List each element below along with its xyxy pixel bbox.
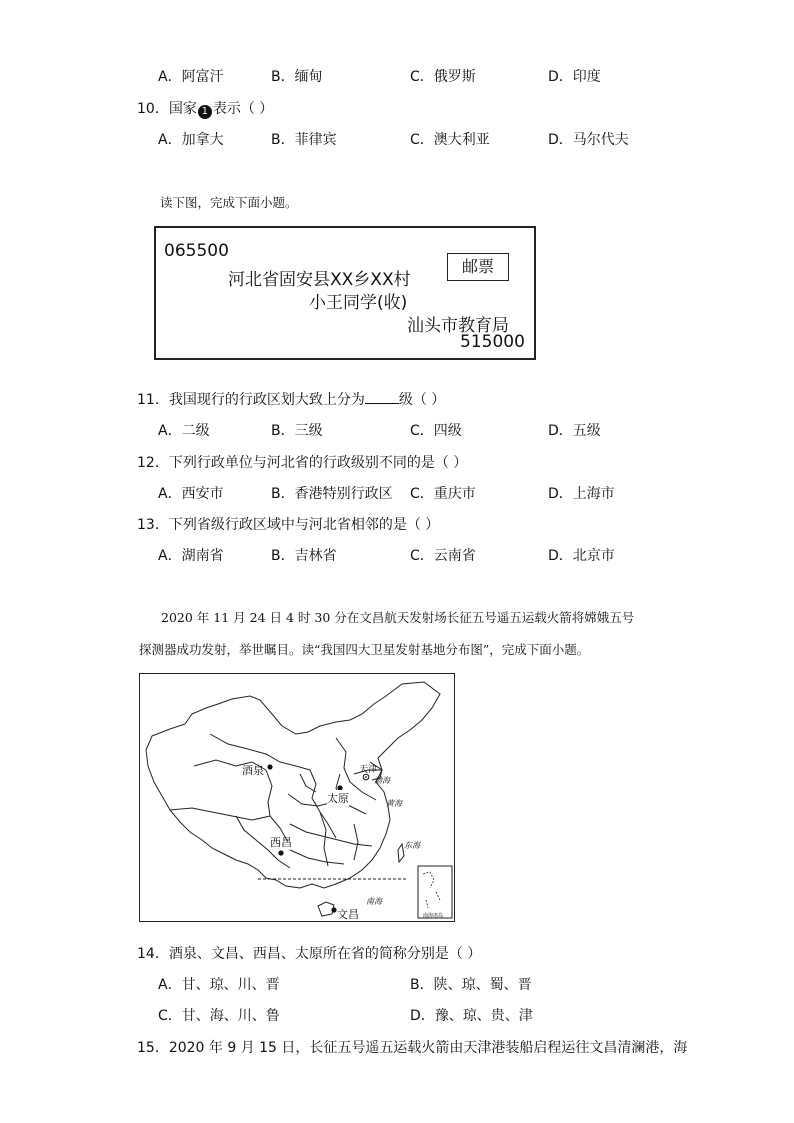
q13-option-d[interactable]: D．北京市 — [548, 548, 615, 564]
map-label-taiyuan: 太原 — [327, 792, 349, 805]
envelope-sender: 汕头市教育局 — [407, 316, 509, 336]
question-10-stem-post: 表示（ ） — [212, 101, 274, 117]
q11-option-c[interactable]: C．四级 — [410, 423, 462, 439]
circled-number-1: 1 — [198, 105, 212, 119]
question-10-stem — [137, 98, 273, 119]
province-boundary — [170, 808, 270, 820]
q9-option-c[interactable]: C．俄罗斯 — [410, 69, 476, 85]
q11-option-b[interactable]: B．三级 — [271, 423, 323, 439]
province-boundary — [320, 812, 328, 866]
map-label-jiuquan: 酒泉 — [242, 764, 264, 777]
jiuquan-marker — [267, 764, 272, 769]
envelope-address: 河北省固安县XX乡XX村 — [228, 270, 411, 290]
envelope-stamp-box: 邮票 — [447, 253, 509, 281]
china-outline-map — [140, 674, 453, 920]
china-launch-sites-map — [139, 673, 455, 922]
province-boundary — [266, 770, 288, 842]
reading-instruction-2-line2: 探测器成功发射，举世瞩目。读“我国四大卫星发射基地分布图”，完成下面小题。 — [139, 642, 590, 657]
q13-option-b[interactable]: B．吉林省 — [271, 548, 337, 564]
province-boundary — [290, 850, 344, 864]
map-label-tianjin: 天津 — [359, 765, 378, 775]
q9-option-b[interactable]: B．缅甸 — [271, 69, 323, 85]
q10-option-c[interactable]: C．澳大利亚 — [410, 132, 490, 148]
q12-option-c[interactable]: C．重庆市 — [410, 486, 476, 502]
question-13-stem: 13．下列省级行政区域中与河北省相邻的是（ ） — [137, 517, 440, 533]
q14-option-a[interactable]: A．甘、琼、川、晋 — [158, 977, 280, 993]
q9-option-a[interactable]: A．阿富汗 — [158, 69, 224, 85]
envelope-zip-to: 065500 — [164, 241, 229, 261]
q14-option-d[interactable]: D．豫、琼、贵、津 — [410, 1008, 533, 1024]
map-label-xichang: 西昌 — [270, 836, 292, 849]
question-15-stem: 15．2020 年 9 月 15 日，长征五号遥五运载火箭由天津港装船启程运往文昌清澜港，海 — [137, 1040, 688, 1056]
china-border — [146, 682, 440, 888]
q10-option-d[interactable]: D．马尔代夫 — [548, 132, 629, 148]
q10-option-a[interactable]: A．加拿大 — [158, 132, 224, 148]
question-11-stem-post: 级（ ） — [398, 392, 446, 408]
envelope-figure — [154, 226, 536, 360]
q12-option-b[interactable]: B．香港特别行政区 — [271, 486, 393, 502]
map-label-donghai: 东海 — [404, 841, 420, 850]
reading-instruction-2-line1: 2020 年 11 月 24 日 4 时 30 分在文昌航天发射场长征五号遥五运载火箭将嫦娥五号 — [161, 610, 635, 625]
question-14-stem: 14．酒泉、文昌、西昌、太原所在省的简称分别是（ ） — [137, 946, 482, 962]
q14-option-b[interactable]: B．陕、琼、蜀、晋 — [410, 977, 532, 993]
q14-option-c[interactable]: C．甘、海、川、鲁 — [158, 1008, 280, 1024]
map-label-huanghai: 黄海 — [386, 799, 402, 808]
q13-option-c[interactable]: C．云南省 — [410, 548, 476, 564]
map-label-nanhai: 南海 — [366, 897, 382, 906]
q12-option-a[interactable]: A．西安市 — [158, 486, 224, 502]
answer-blank — [365, 391, 399, 404]
envelope-zip-from: 515000 — [460, 332, 525, 352]
question-12-stem: 12．下列行政单位与河北省的行政级别不同的是（ ） — [137, 455, 468, 471]
q11-option-a[interactable]: A．二级 — [158, 423, 210, 439]
q11-option-d[interactable]: D．五级 — [548, 423, 601, 439]
q10-option-b[interactable]: B．菲律宾 — [271, 132, 337, 148]
wenchang-marker — [331, 907, 336, 912]
xichang-marker — [278, 850, 283, 855]
question-10-stem-pre: 10．国家 — [137, 101, 197, 117]
province-boundary — [300, 774, 316, 792]
province-boundary — [354, 824, 358, 860]
inset-box — [418, 866, 452, 918]
map-label-bohai: 渤海 — [374, 776, 390, 785]
envelope-recipient: 小王同学(收) — [309, 293, 408, 313]
map-label-wenchang: 文昌 — [337, 908, 359, 921]
q13-option-a[interactable]: A．湖南省 — [158, 548, 224, 564]
province-boundary — [290, 824, 372, 846]
q9-option-d[interactable]: D．印度 — [548, 69, 601, 85]
question-11-stem — [137, 389, 445, 409]
question-11-stem-pre: 11．我国现行的行政区划大致上分为 — [137, 392, 365, 408]
map-label-inset: 南海诸岛 — [423, 913, 444, 919]
q12-option-d[interactable]: D．上海市 — [548, 486, 615, 502]
reading-instruction-1: 读下图，完成下面小题。 — [160, 195, 298, 210]
